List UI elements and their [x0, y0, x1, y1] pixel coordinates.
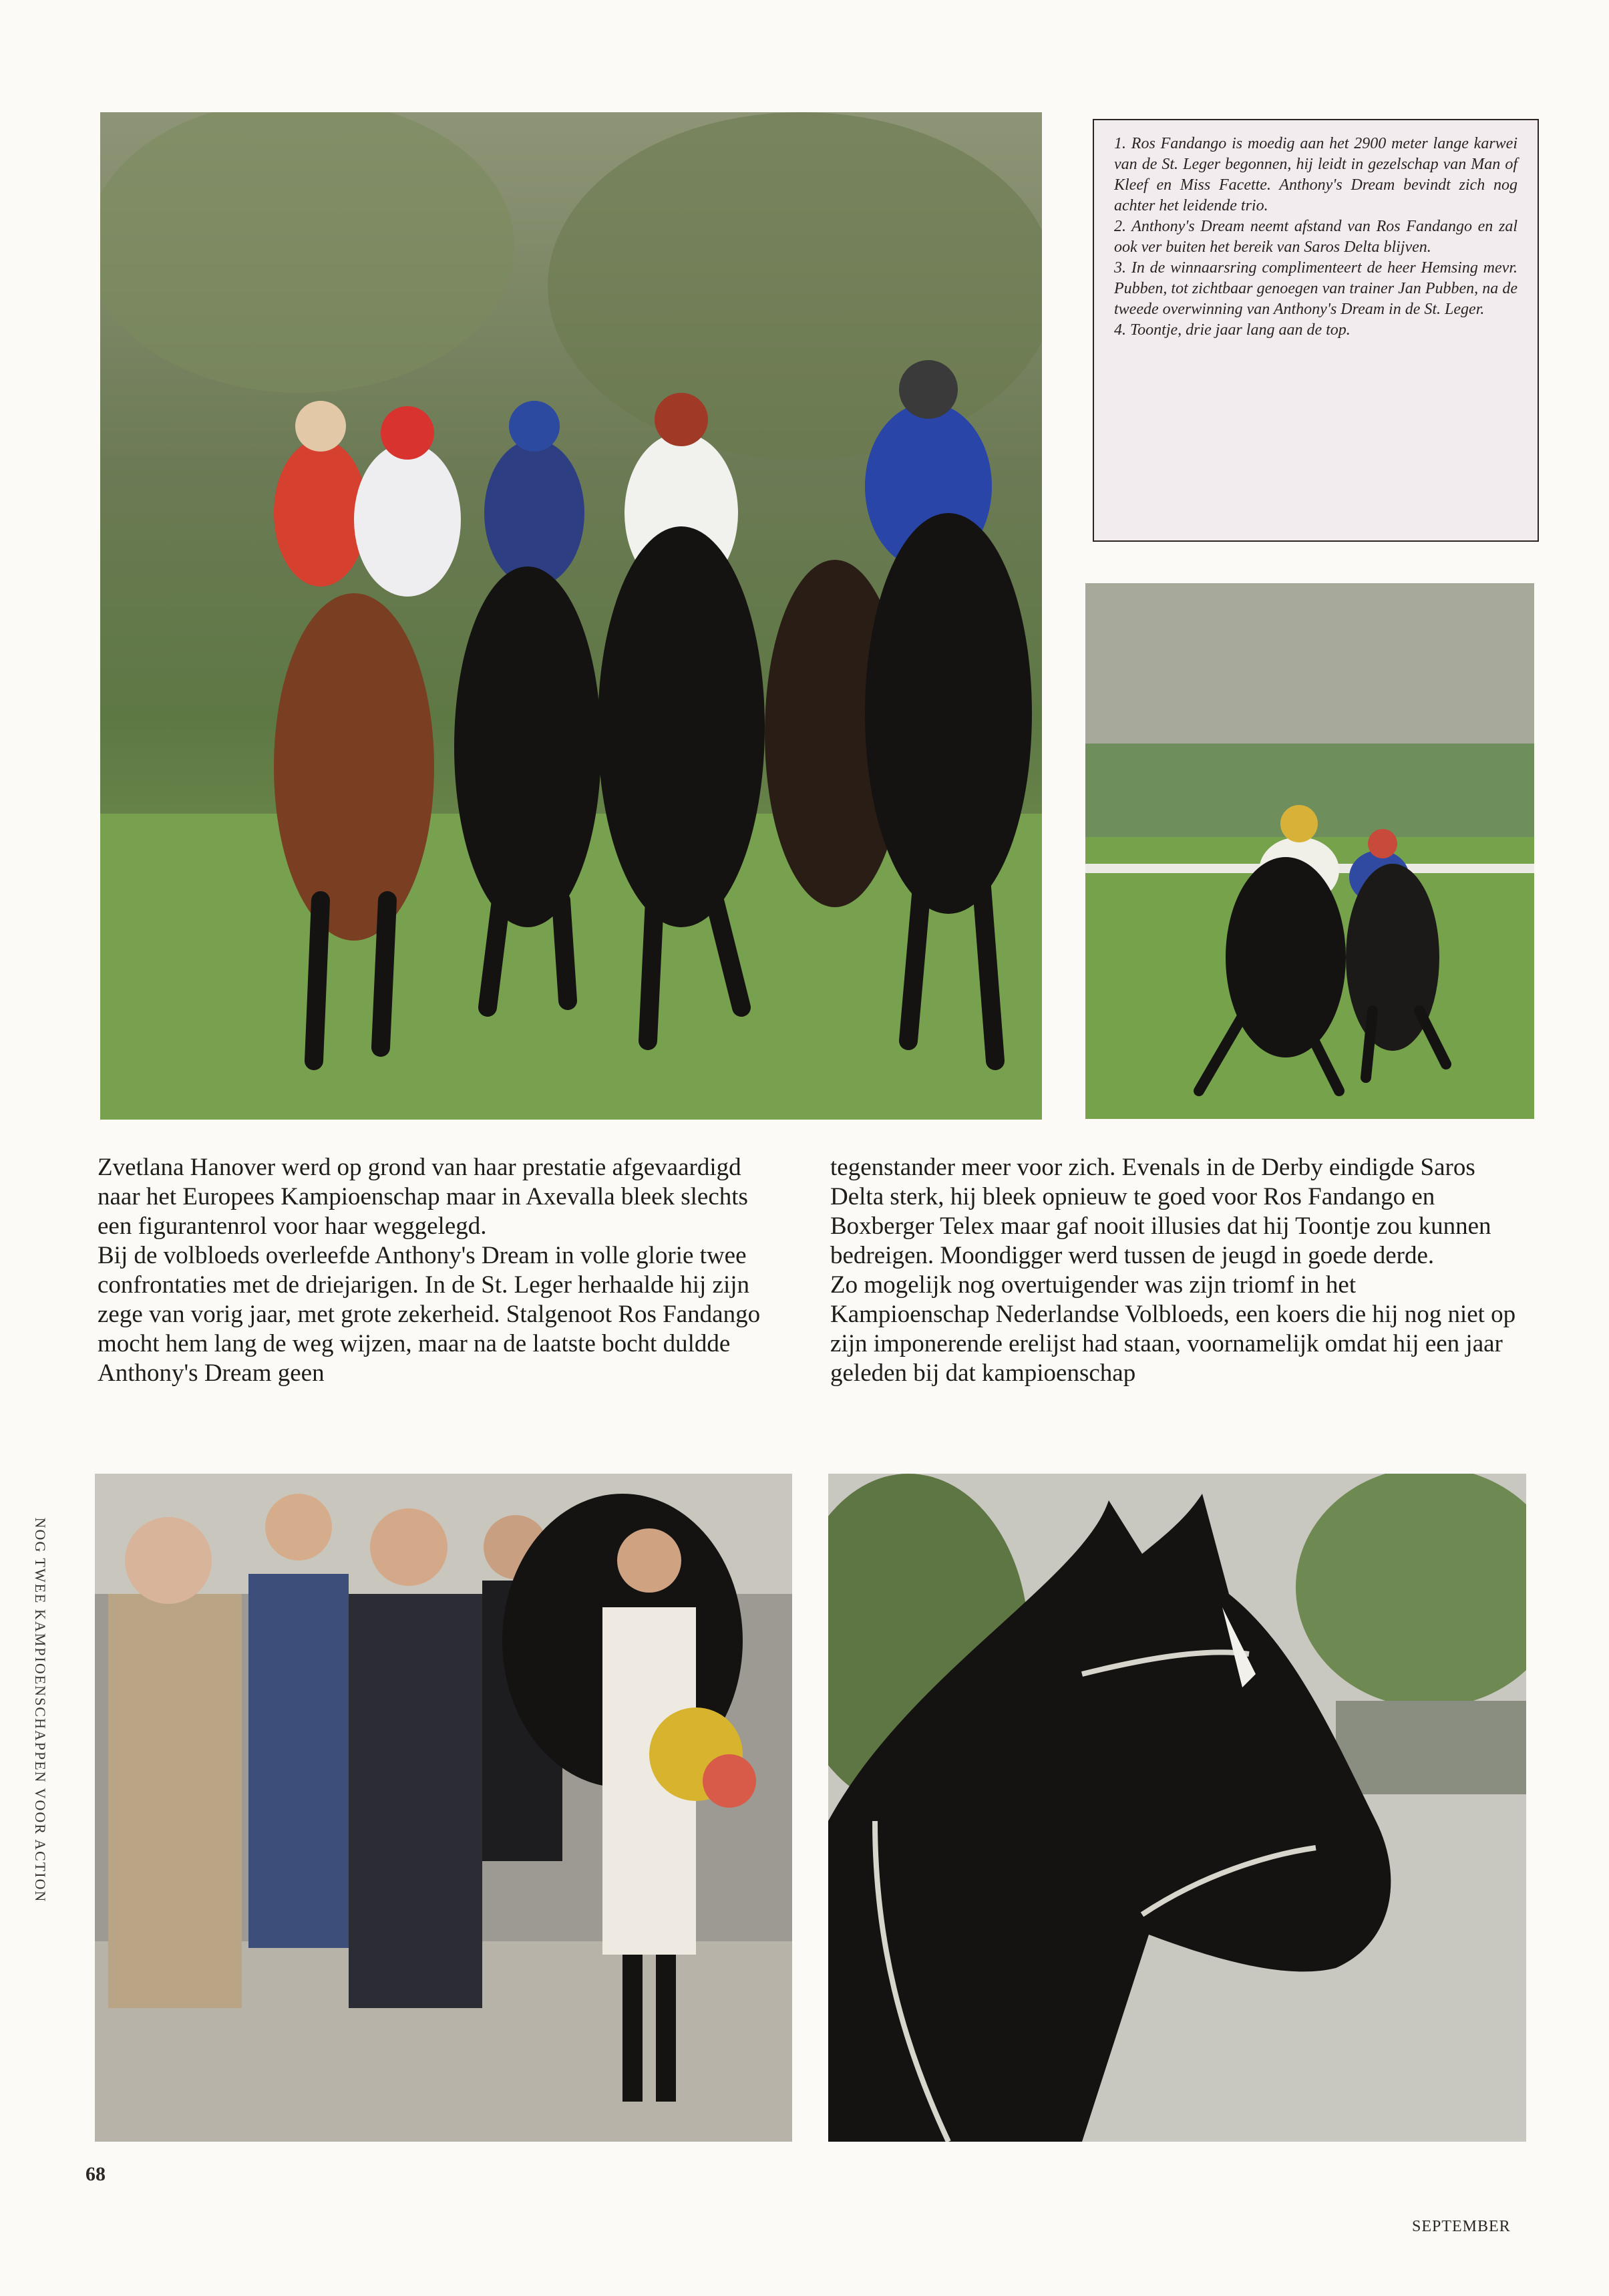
page-number: 68	[85, 2163, 106, 2185]
caption-2: 2. Anthony's Dream neemt afstand van Ros Fandango en zal ook ver buiten het bereik van Saros Delta blijven.	[1114, 218, 1517, 256]
photo-winners-ring-ceremony	[95, 1474, 792, 2142]
photo-finish-two-horses	[1085, 583, 1534, 1119]
caption-1: 1. Ros Fandango is moedig aan het 2900 meter lange karwei van de St. Leger begonnen, hij leidt in gezelschap van Man of Kleef en Miss Facette. Anthony's Dream bevindt zich nog achter het leidende trio.	[1114, 135, 1517, 214]
article-paragraph: Bij de volbloeds overleefde Anthony's Dream in volle glorie twee confrontaties met de driejarigen. In de St. Leger herhaalde hij zijn zege van vorig jaar, met grote zekerheid. Stalgenoot Ros Fandango mocht hem lang de weg wijzen, maar na de laatste bocht duldde Anthony's Dream geen	[98, 1242, 761, 1387]
article-paragraph: tegenstander meer voor zich. Evenals in de Derby eindigde Saros Delta sterk, hij bleek opnieuw te goed voor Ros Fandango en Boxberger Telex maar gaf nooit illusies dat hij Toontje zou kunnen bedreigen. Moondigger werd tussen de jeugd in goede derde.	[830, 1154, 1491, 1269]
issue-month: SEPTEMBER	[1412, 2218, 1511, 2235]
article-paragraph: Zo mogelijk nog overtuigender was zijn triomf in het Kampioenschap Nederlandse Volbloeds, een koers die hij nog niet op zijn imponerende erelijst had staan, voornamelijk omdat hij een jaar geleden bij dat kampioenschap	[830, 1271, 1516, 1387]
article-column-right	[830, 1153, 1518, 1388]
article-paragraph: Zvetlana Hanover werd op grond van haar prestatie afgevaardigd naar het Europees Kampioenschap maar in Axevalla bleek slechts een figurantenrol voor haar weggelegd.	[98, 1154, 748, 1240]
caption-4: 4. Toontje, drie jaar lang aan de top.	[1114, 321, 1351, 339]
photo-race-start	[100, 112, 1042, 1120]
photo-horse-head-toontje	[828, 1474, 1526, 2142]
caption-3: 3. In de winnaarsring complimenteert de heer Hemsing mevr. Pubben, tot zichtbaar genoegen van trainer Jan Pubben, na de tweede overwinning van Anthony's Dream in de St. Leger.	[1114, 259, 1517, 318]
side-running-head: NOG TWEE KAMPIOENSCHAPPEN VOOR ACTION	[32, 1517, 49, 1903]
photo-captions-box	[1093, 119, 1539, 542]
article-column-left	[98, 1153, 779, 1388]
